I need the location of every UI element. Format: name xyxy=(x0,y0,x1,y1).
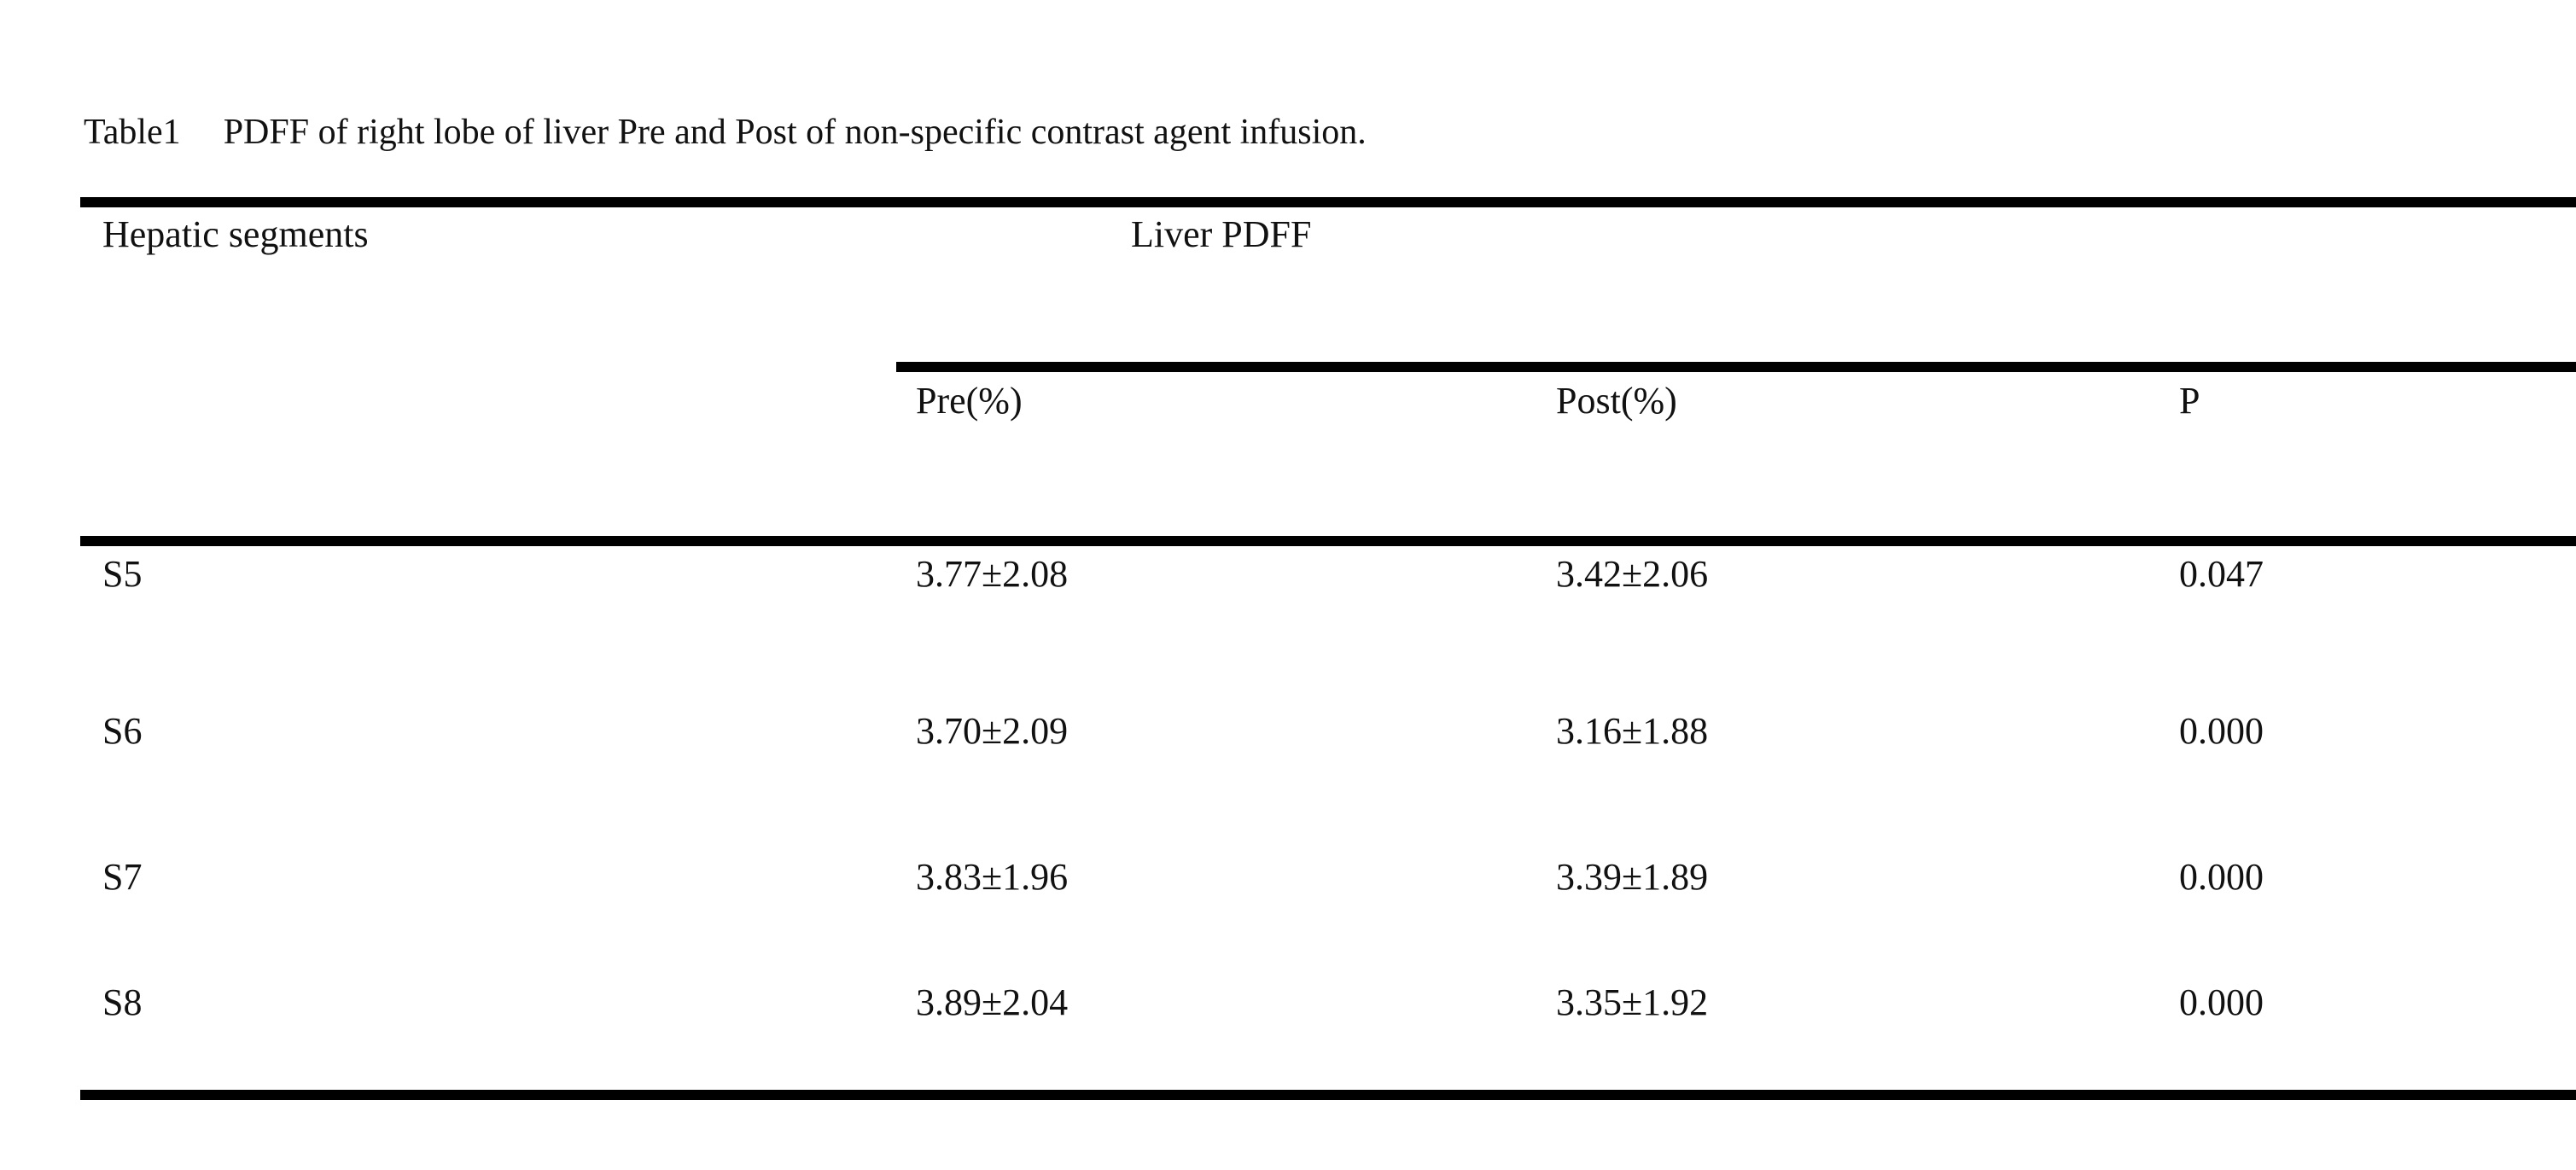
header-post: Post(%) xyxy=(1556,380,1677,422)
row-s8-segment: S8 xyxy=(102,981,143,1023)
table-caption xyxy=(84,107,1367,158)
row-s7-segment: S7 xyxy=(102,856,143,898)
header-p: P xyxy=(2179,380,2200,422)
row-s7-pre: 3.83±1.96 xyxy=(916,856,1069,898)
row-s7-post: 3.39±1.89 xyxy=(1556,856,1709,898)
row-s5-post: 3.42±2.06 xyxy=(1556,553,1709,595)
row-s8-post: 3.35±1.92 xyxy=(1556,981,1709,1023)
table-label: Table1 xyxy=(84,113,181,152)
row-s8-p: 0.000 xyxy=(2179,981,2264,1023)
bottom-rule xyxy=(80,1090,2576,1100)
row-s8-pre: 3.89±2.04 xyxy=(916,981,1069,1023)
subheader-rule xyxy=(896,362,2576,372)
header-hepatic-segments: Hepatic segments xyxy=(102,213,369,255)
top-rule xyxy=(80,197,2576,207)
header-pre: Pre(%) xyxy=(916,380,1023,422)
row-s6-post: 3.16±1.88 xyxy=(1556,710,1709,752)
row-s5-segment: S5 xyxy=(102,553,143,595)
header-liver-pdff: Liver PDFF xyxy=(1131,213,1312,255)
row-s5-pre: 3.77±2.08 xyxy=(916,553,1069,595)
row-s6-segment: S6 xyxy=(102,710,143,752)
row-s7-p: 0.000 xyxy=(2179,856,2264,898)
row-s6-pre: 3.70±2.09 xyxy=(916,710,1069,752)
table-caption-text: PDFF of right lobe of liver Pre and Post of non-specific contrast agent infusion. xyxy=(223,113,1367,152)
row-s5-p: 0.047 xyxy=(2179,553,2264,595)
header-bottom-rule xyxy=(80,536,2576,546)
row-s6-p: 0.000 xyxy=(2179,710,2264,752)
